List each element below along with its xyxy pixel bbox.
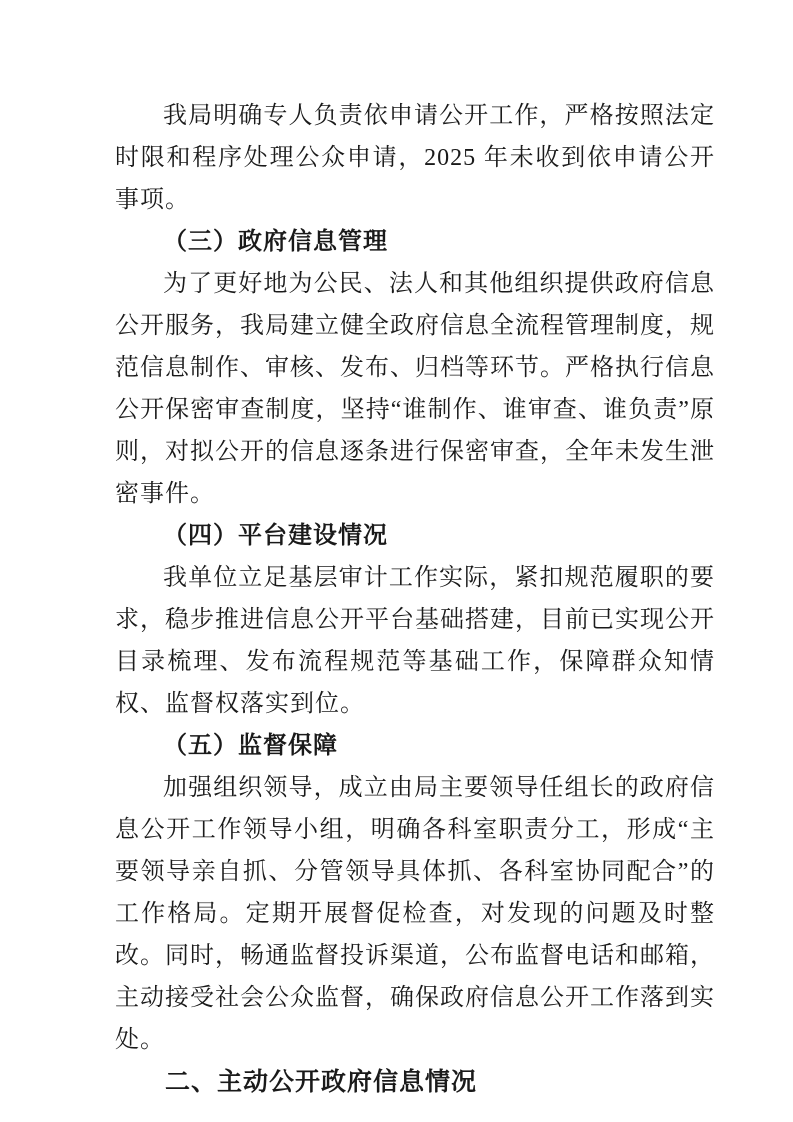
body-paragraph-request-based-disclosure: 我局明确专人负责依申请公开工作，严格按照法定时限和程序处理公众申请，2025 年未收到依申请公开事项。 [115,103,715,213]
section-heading-2-proactive-disclosure: 二、主动公开政府信息情况 [165,1068,478,1096]
sub-heading-section-4-platform-construction: （四）平台建设情况 [163,523,388,549]
body-paragraph-platform-construction: 我单位立足基层审计工作实际，紧扣规范履职的要求，稳步推进信息公开平台基础搭建，目前已实现公开目录梳理、发布流程规范等基础工作，保障群众知情权、监督权落实到位。 [115,565,715,717]
body-paragraph-information-management: 为了更好地为公民、法人和其他组织提供政府信息公开服务，我局建立健全政府信息全流程管理制度，规范信息制作、审核、发布、归档等环节。严格执行信息公开保密审查制度，坚持“谁制作、谁审查、谁负责”原则，对拟公开的信息逐条进行保密审查，全年未发生泄密事件。 [115,271,715,507]
sub-heading-section-5-supervision-safeguard: （五）监督保障 [163,733,338,759]
body-paragraph-supervision-safeguard: 加强组织领导，成立由局主要领导任组长的政府信息公开工作领导小组，明确各科室职责分工，形成“主要领导亲自抓、分管领导具体抓、各科室协同配合”的工作格局。定期开展督促检查，对发现的问题及时整改。同时，畅通监督投诉渠道，公布监督电话和邮箱，主动接受社会公众监督，确保政府信息公开工作落到实处。 [115,775,715,1053]
document-body [115,95,715,1103]
sub-heading-section-3-information-management: （三）政府信息管理 [163,229,388,255]
